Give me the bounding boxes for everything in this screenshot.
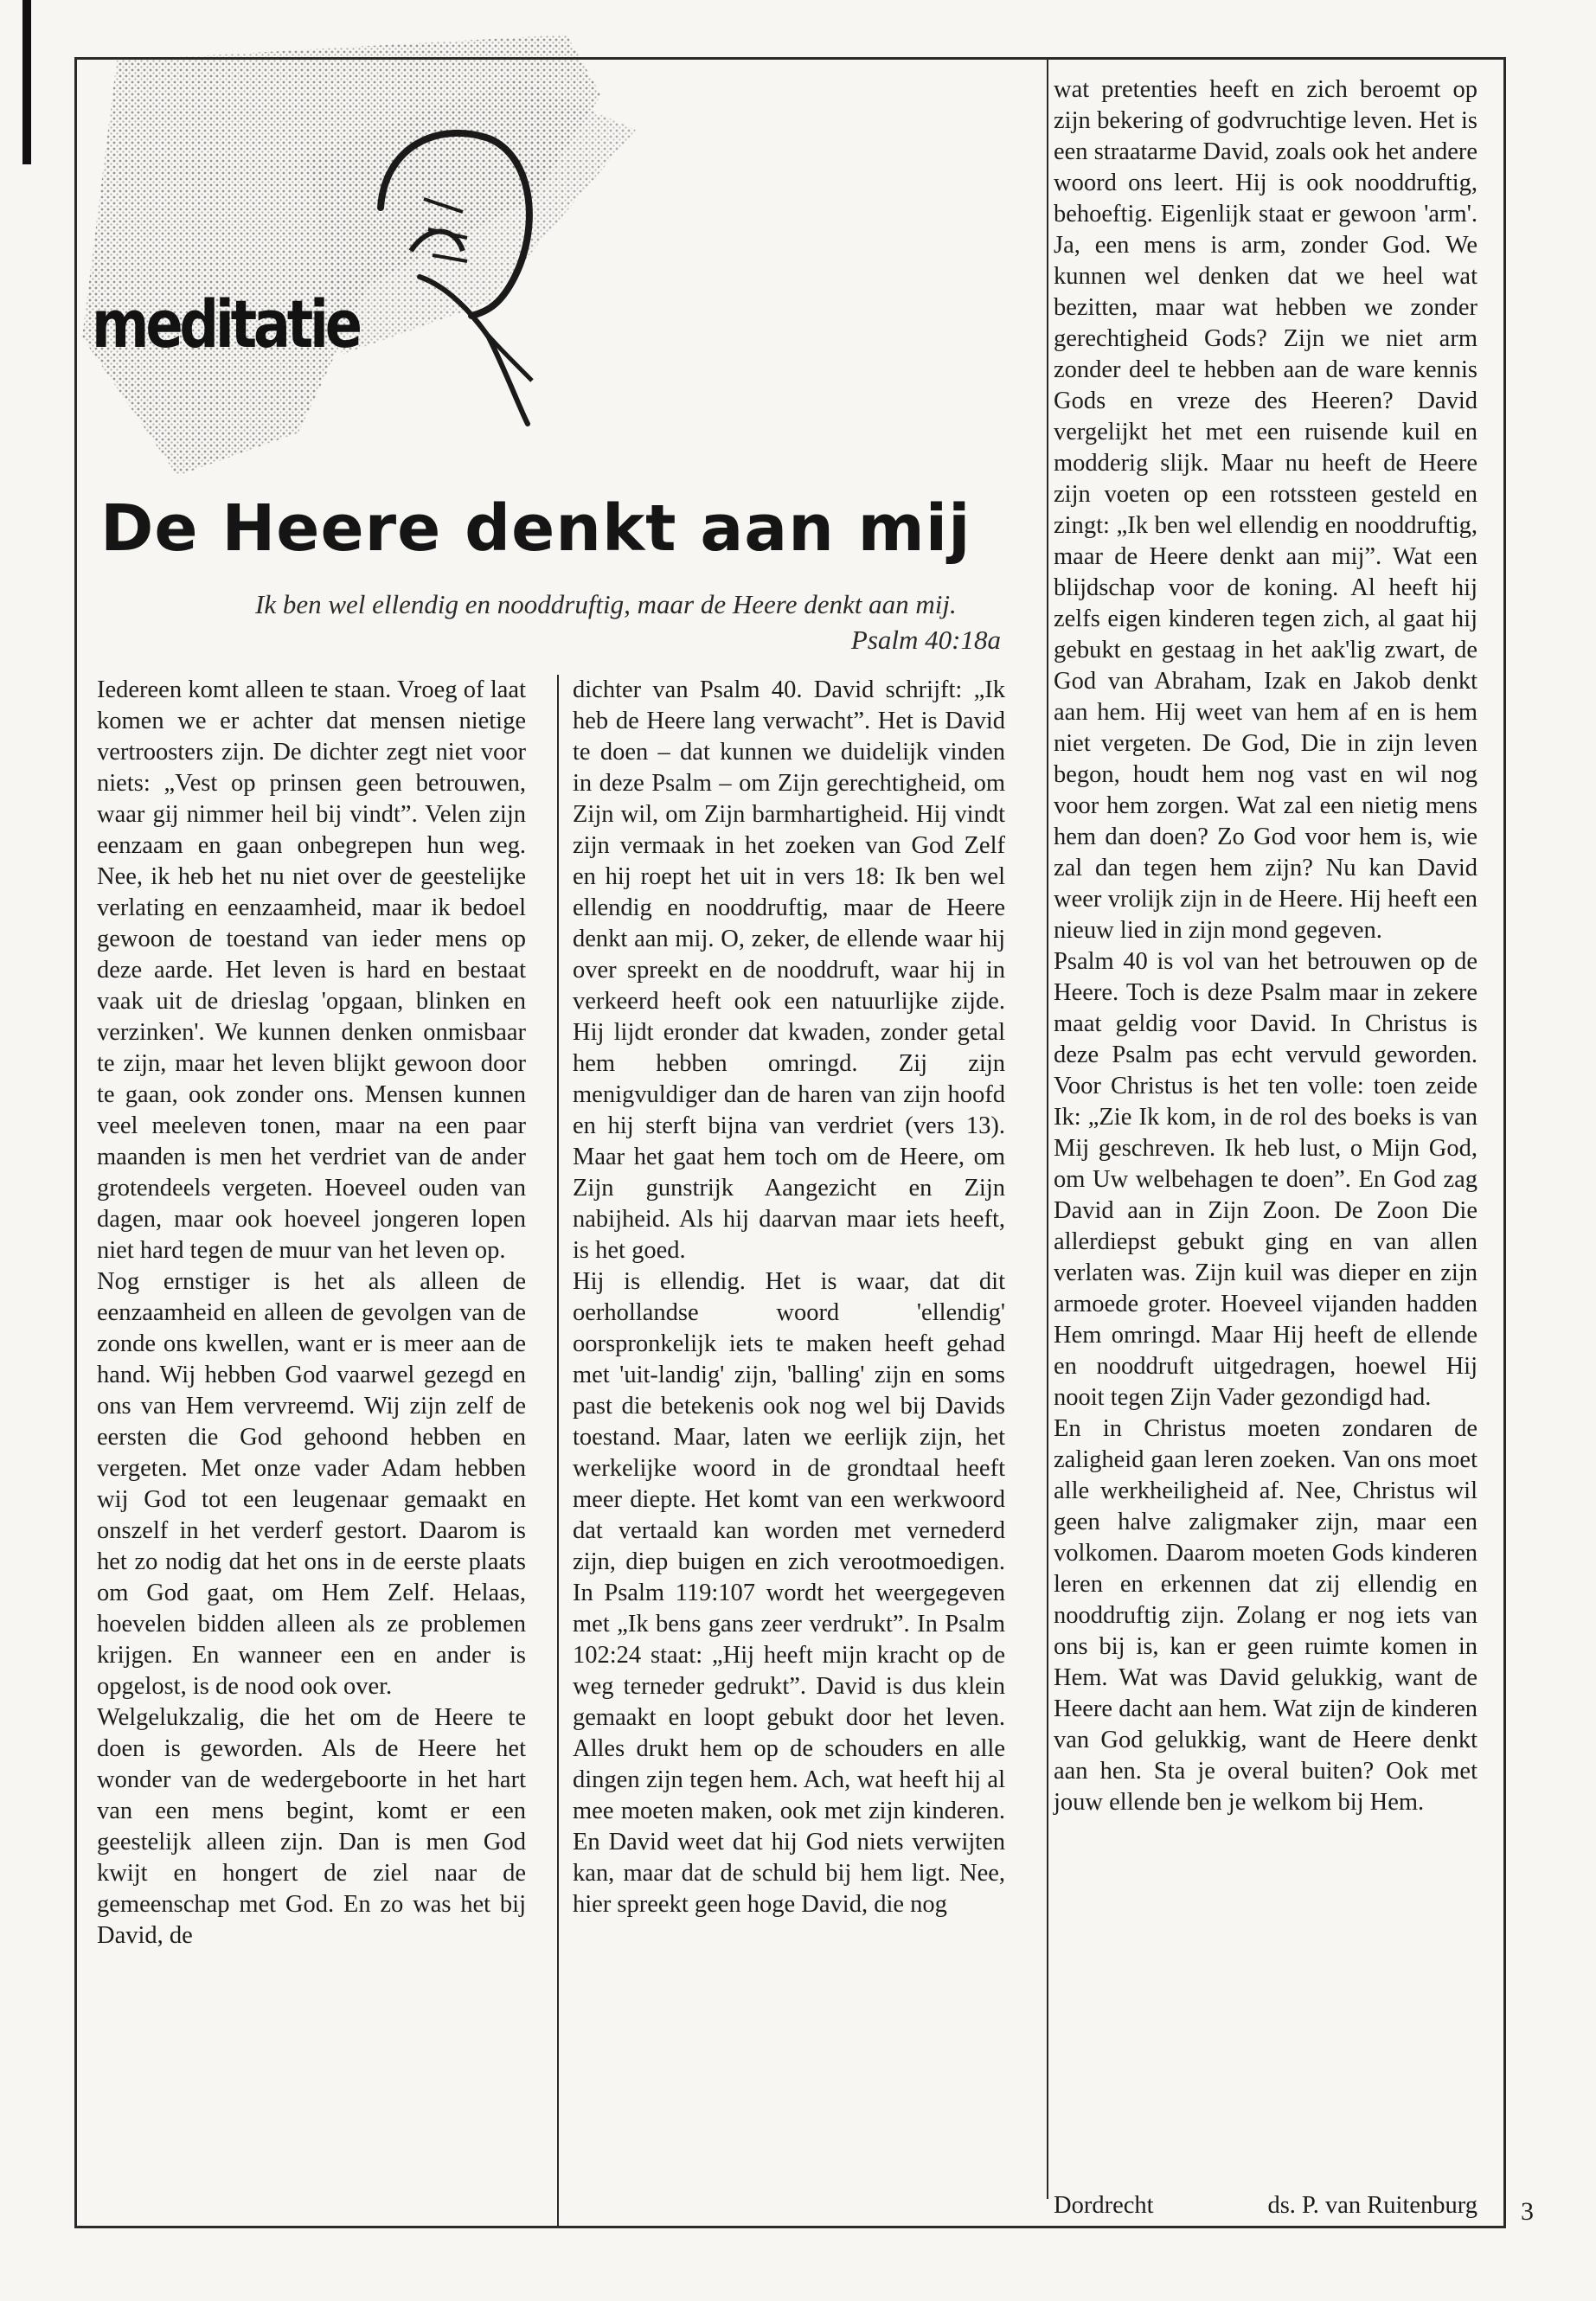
text-column-middle — [573, 675, 1005, 1920]
section-kicker: meditatie — [92, 285, 359, 362]
paragraph: Hij is ellendig. Het is waar, dat dit oerhollandse woord 'ellendig' oorspronkelijk iets te maken heeft gehad met 'uit-landig' zijn, 'balling' zijn en soms past die betekenis ook nog wel bij Davids toestand. Maar, laten we eerlijk zijn, het werkelijke woord in de grondtaal heeft meer diepte. Het komt van een werkwoord dat vertaald kan worden met vernederd zijn, diep buigen en zich verootmoedigen. In Psalm 119:107 wordt het weergegeven met „Ik bens gans zeer verdrukt”. In Psalm 102:24 staat: „Hij heeft mijn kracht op de weg terneder gedrukt”. David is dus klein gemaakt en loopt gebukt door het leven. Alles drukt hem op de schouders en alle dingen zijn tegen hem. Ach, wat heeft hij al mee moeten maken, ook met zijn kinderen. En David weet dat hij God niets verwijten kan, maar dat de schuld bij hem ligt. Nee, hier spreekt geen hoge David, die nog — [573, 1268, 1005, 1918]
text-column-right — [1054, 74, 1477, 1818]
signature-author: ds. P. van Ruitenburg — [1267, 2192, 1477, 2219]
epigraph-text: Ik ben wel ellendig en nooddruftig, maar de Heere denkt aan mij. — [255, 589, 957, 619]
paragraph: Welgelukzalig, die het om de Heere te doen is geworden. Als de Heere het wonder van de wedergeboorte in het hart van een mens begint, komt er een geestelijk alleen zijn. Dan is men God kwijt en hongert de ziel naar de gemeenschap met God. En zo was het bij David, de — [97, 1704, 526, 1949]
paragraph: dichter van Psalm 40. David schrijft: „Ik heb de Heere lang verwacht”. Het is David te doen – dat kunnen we duidelijk vinden in deze Psalm – om Zijn gerechtigheid, om Zijn wil, om Zijn barmhartigheid. Hij vindt zijn vermaak in het zoeken van God Zelf en hij roept het uit in vers 18: Ik ben wel ellendig en nooddruftig, maar de Heere denkt aan mij. O, zeker, de ellende waar hij over spreekt en de nooddruft, waar hij in verkeerd heeft ook een natuurlijke zijde. Hij lijdt eronder dat kwaden, zonder getal hem hebben omringd. Zij zijn menigvuldiger dan de haren van zijn hoofd en hij sterft bijna van verdriet (vers 13). Maar het gaat hem toch om de Heere, om Zijn gunstrijk Aangezicht en Zijn nabijheid. Als hij daarvan maar iets heeft, is het goed. — [573, 676, 1005, 1264]
paragraph: En in Christus moeten zondaren de zaligheid gaan leren zoeken. Van ons moet alle werkheiligheid af. Nee, Christus wil geen halve zaligmaker zijn, maar een volkomen. Daarom moeten Gods kinderen leren en erkennen dat zij ellendig en nooddruftig zijn. Zolang er nog iets van ons bij is, kan er geen ruimte komen in Hem. Wat was David gelukkig, want de Heere dacht aan hem. Wat zijn de kinderen van God gelukkig, want de Heere denkt aan hen. Sta je overal buiten? Ook met jouw ellende ben je welkom bij Hem. — [1054, 1415, 1477, 1816]
paragraph: wat pretenties heeft en zich beroemt op zijn bekering of godvruchtige leven. Het is een straatarme David, zoals ook het andere woord ons leert. Hij is ook nooddruftig, behoeftig. Eigenlijk staat er gewoon 'arm'. Ja, een mens is arm, zonder God. We kunnen wel denken dat we heel wat bezitten, maar wat hebben we zonder gerechtigheid Gods? Zijn we niet arm zonder deel te hebben aan de ware kennis Gods en vreze des Heeren? David vergelijkt het met een ruisende kuil en modderig slijk. Maar nu heeft de Heere zijn voeten op een rotssteen gesteld en zingt: „Ik ben wel ellendig en nooddruftig, maar de Heere denkt aan mij”. Wat een blijdschap voor de koning. Al heeft hij zelfs eigen kinderen tegen zich, al gaat hij gebukt en gestaag in het aak'lig zwart, de God van Abraham, Izak en Jakob denkt aan hem. Hij weet van hem af en is hem niet vergeten. De God, Die in zijn leven begon, houdt hem nog vast en wil nog voor hem zorgen. Wat zal een nietig mens hem dan doen? Zo God voor hem is, wie zal dan tegen hem zijn? Nu kan David weer vrolijk zijn in de Heere. Hij heeft een nieuw lied in zijn mond gegeven. — [1054, 76, 1477, 944]
column-divider-right — [1047, 57, 1048, 2199]
paragraph: Nog ernstiger is het als alleen de eenzaamheid en alleen de gevolgen van de zonde ons kwellen, want er is meer aan de hand. Wij hebben God vaarwel gezegd en ons van Hem vervreemd. Wij zijn zelf de eersten die God gehoond hebben en vergeten. Met onze vader Adam hebben wij God tot een leugenaar gemaakt en onszelf in het verderf gestort. Daarom is het zo nodig dat het ons in de eerste plaats om God gaat, om Hem Zelf. Helaas, hoevelen bidden alleen als ze problemen krijgen. En wanneer een en ander is opgelost, is de nood ook over. — [97, 1268, 526, 1700]
signature — [1054, 2192, 1477, 2220]
paragraph: Psalm 40 is vol van het betrouwen op de Heere. Toch is deze Psalm maar in zekere maat geldig voor David. In Christus is deze Psalm pas echt vervuld geworden. Voor Christus is het ten volle: toen zeide Ik: „Zie Ik kom, in de rol des boeks is van Mij geschreven. Ik heb lust, o Mijn God, om Uw welbehagen te doen”. En God zag David aan in Zijn Zoon. De Zoon Die allerdiepst gebukt ging en van allen verlaten was. Zijn kuil was dieper en zijn armoede groter. Hoeveel vijanden hadden Hem omringd. Maar Hij heeft de ellende en nooddruft uitgedragen, hoewel Hij nooit tegen Zijn Vader gezondigd had. — [1054, 948, 1477, 1411]
signature-place: Dordrecht — [1054, 2192, 1154, 2219]
page-number: 3 — [1521, 2197, 1534, 2226]
paragraph: Iedereen komt alleen te staan. Vroeg of laat komen we er achter dat mensen nietige vertroosters zijn. De dichter zegt niet voor niets: „Vest op prinsen geen betrouwen, waar gij nimmer heil bij vindt”. Velen zijn eenzaam en gaan onbegrepen hun weg. Nee, ik heb het nu niet over de geestelijke verlating en eenzaamheid, maar ik bedoel gewoon de toestand van ieder mens op deze aarde. Het leven is hard en bestaat vaak uit de drieslag 'opgaan, blinken en verzinken'. We kunnen denken onmisbaar te zijn, maar het leven blijkt gewoon door te gaan, ook zonder ons. Mensen kunnen veel meeleven tonen, maar na een paar maanden is men het verdriet van de ander grotendeels vergeten. Hoeveel ouden van dagen, maar ook hoeveel jongeren lopen niet hard tegen de muur van het leven op. — [97, 676, 526, 1264]
column-divider-middle — [557, 675, 559, 2228]
article-title: De Heere denkt aan mij — [100, 491, 971, 566]
epigraph-reference: Psalm 40:18a — [850, 625, 1001, 655]
left-edge-bar — [22, 0, 31, 164]
text-column-left — [97, 675, 526, 1952]
epigraph — [255, 586, 1001, 657]
